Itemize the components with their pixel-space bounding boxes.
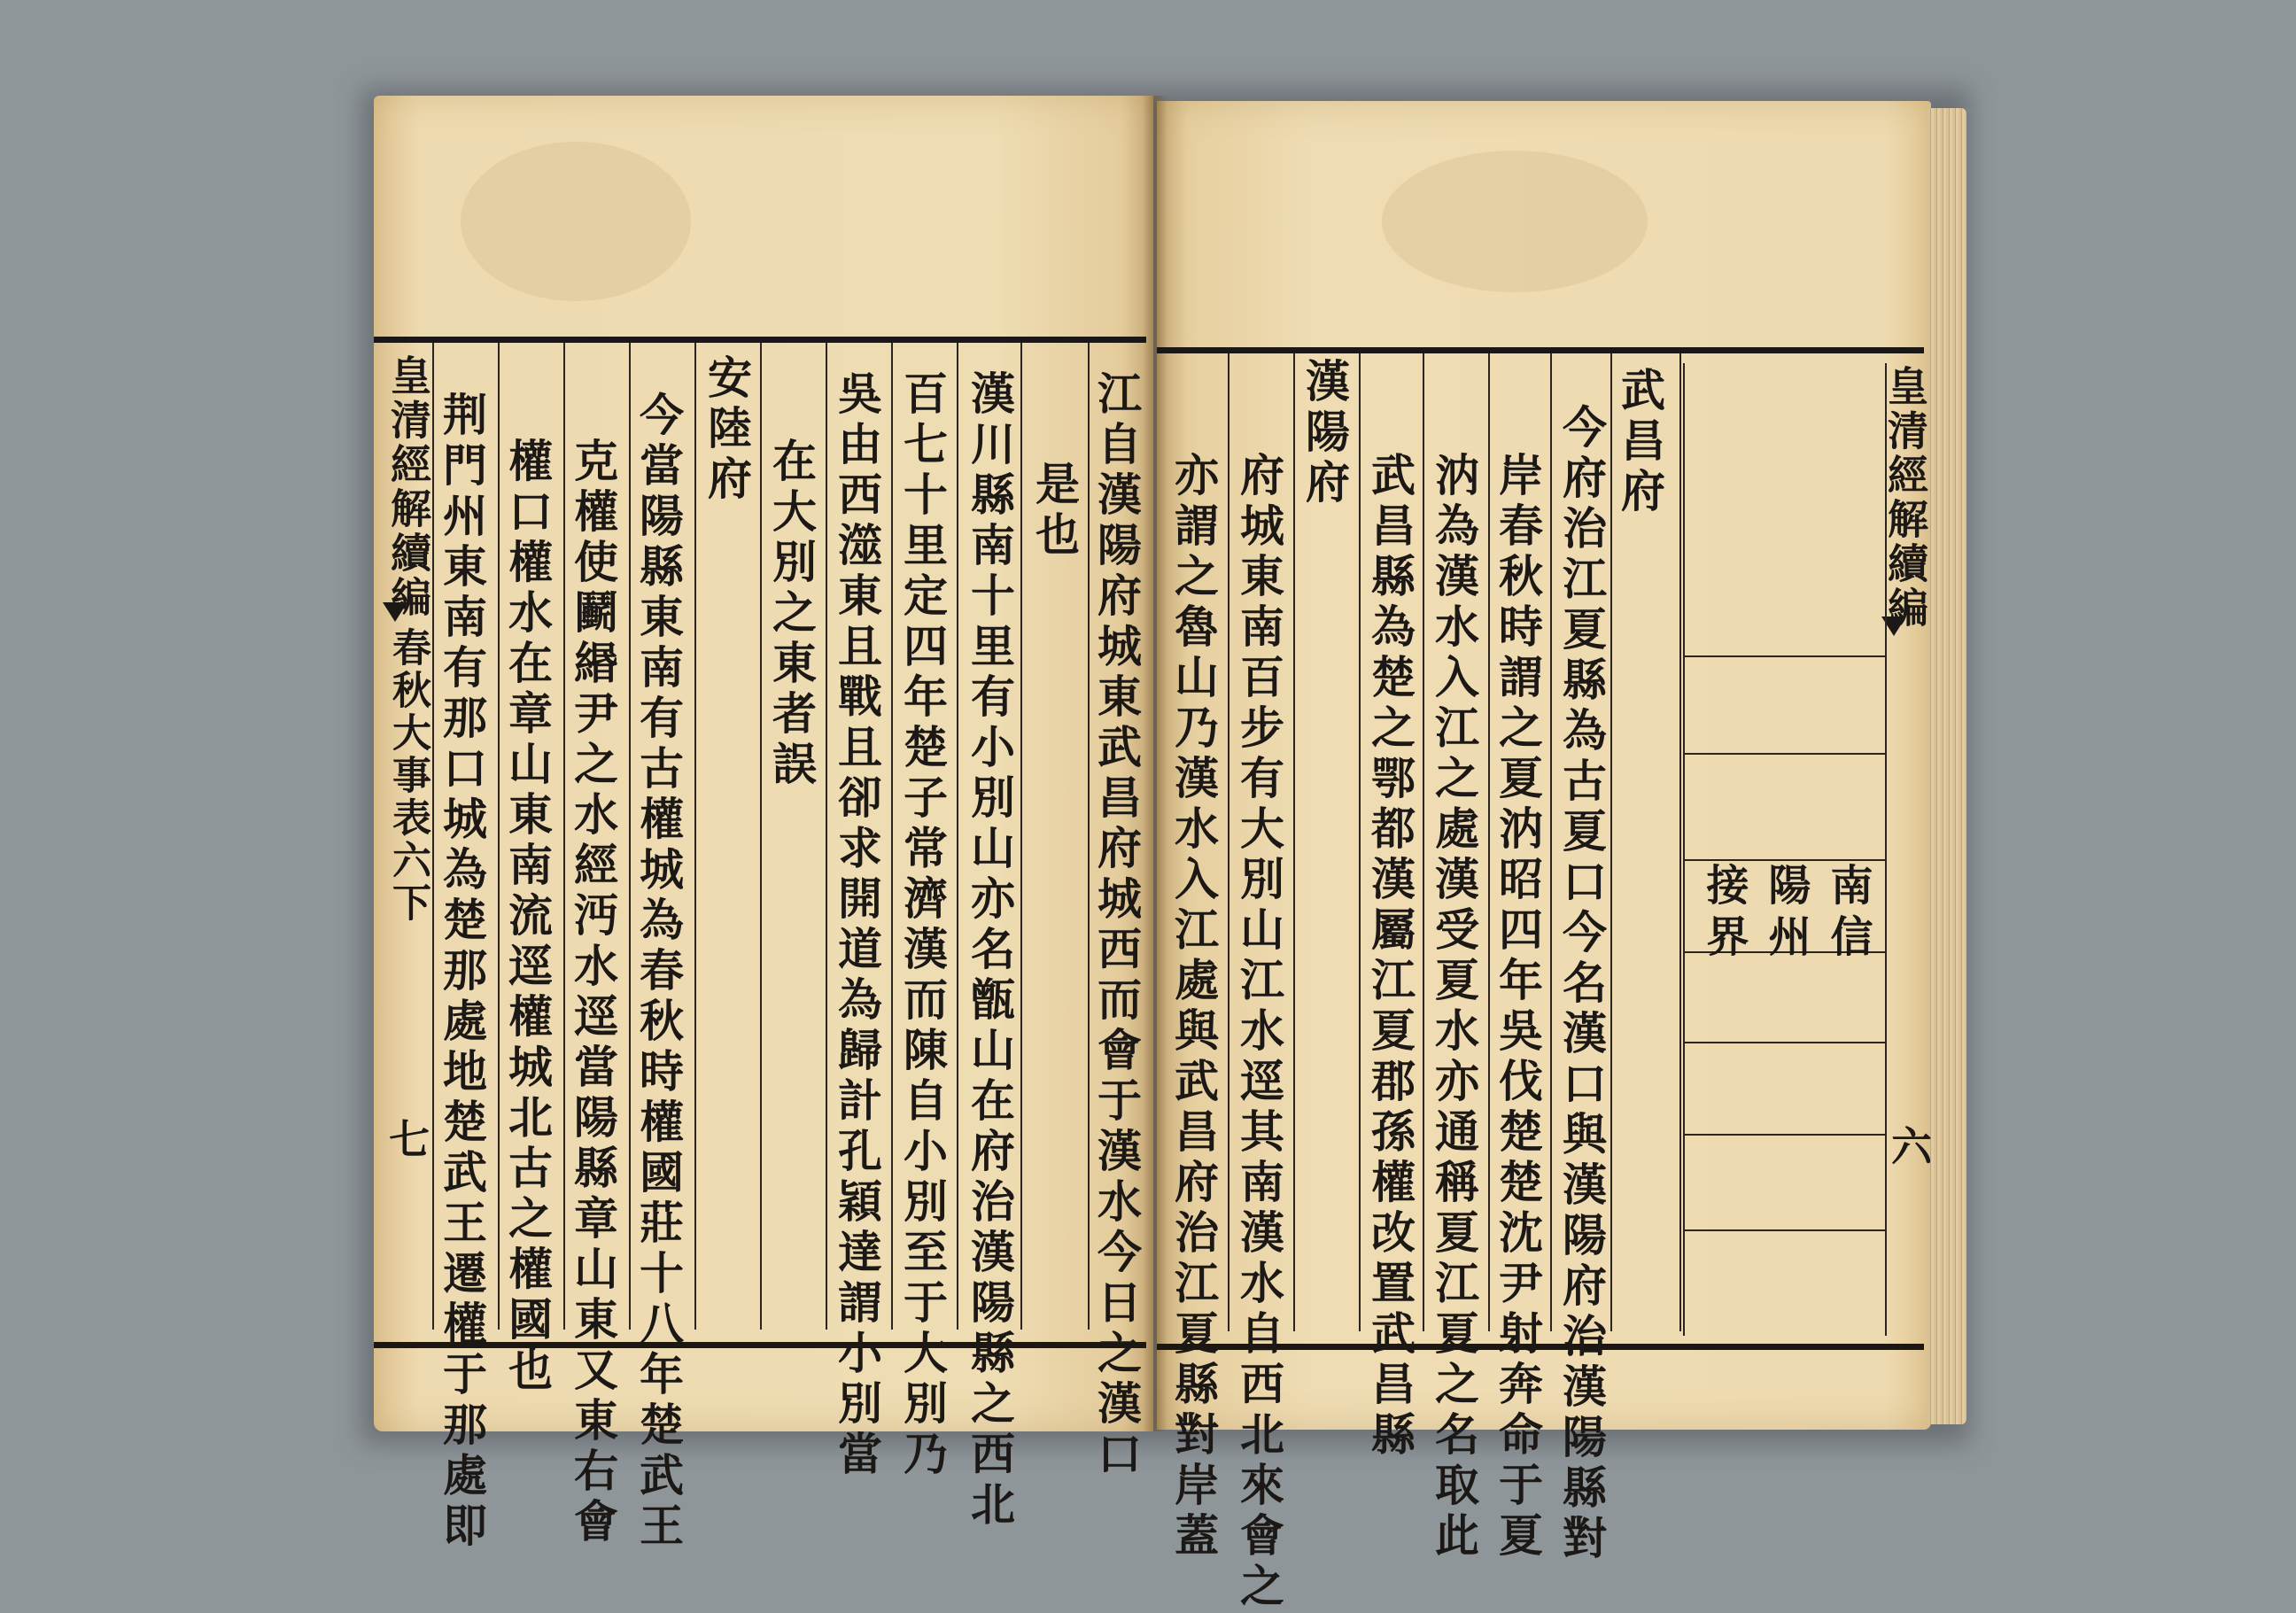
table-rule (1685, 1042, 1885, 1043)
paper-stain (461, 142, 691, 301)
text-column-6: 在大別之東者誤 (765, 438, 818, 791)
text-column-10: 權口權水在章山東南流逕權城北古之權國也 (501, 438, 554, 1397)
fish-tail-ornament (383, 602, 407, 622)
column-rule (957, 343, 958, 1330)
text-column-8: 今當陽縣東南有古權城為春秋時權國莊十八年楚武王 (632, 392, 685, 1553)
paper-stain (1382, 151, 1648, 292)
column-rule (1293, 353, 1295, 1331)
text-column-r3: 岸春秋時謂之夏汭昭四年吳伐楚楚沈尹射奔命于夏 (1492, 452, 1544, 1563)
text-column-3: 漢川縣南十里有小別山亦名甑山在府治漢陽縣之西北 (964, 370, 1016, 1532)
text-column-r1: 武昌府 (1614, 367, 1666, 518)
text-column-r7: 府城東南百步有大別山江水逕其南漢水自西北來會之 (1233, 452, 1285, 1613)
table-rule (1685, 859, 1885, 861)
column-rule (891, 343, 893, 1330)
right-margin-folio: 六 (1885, 1125, 1933, 1169)
column-rule (694, 343, 696, 1330)
text-column-r4: 汭為漢水入江之處漢受夏水亦通稱夏江夏之名取此 (1428, 452, 1480, 1563)
text-column-9: 克權使鬬緡尹之水經沔水逕當陽縣章山東又東右會 (567, 438, 619, 1548)
column-rule (1228, 353, 1229, 1331)
text-column-7: 安陸府 (701, 354, 753, 506)
column-rule (1679, 353, 1681, 1331)
text-column-r8: 亦謂之魯山乃漢水入江處與武昌府治江夏縣對岸蓋 (1167, 452, 1220, 1563)
left-margin-folio: 七 (383, 1118, 430, 1162)
text-column-r5: 武昌縣為楚之鄂都漢屬江夏郡孫權改置武昌縣 (1364, 452, 1416, 1462)
left-margin-book-title: 皇清經解續編 (384, 354, 432, 620)
table-header-yangzhou: 陽州 (1761, 863, 1811, 965)
text-column-4: 百七十里定四年楚子常濟漢而陳自小別至于大別乃 (896, 370, 949, 1481)
table-rule (1685, 655, 1885, 657)
column-rule (563, 343, 565, 1330)
table-rule (1685, 1229, 1885, 1231)
text-column-5: 吳由西澨東且戰且卻求開道為歸計孔穎達謂小別當 (831, 370, 883, 1481)
column-rule (1088, 343, 1090, 1330)
column-rule (1359, 353, 1361, 1331)
table-header-nanxin: 南信 (1823, 863, 1873, 965)
right-margin-book-title: 皇清經解續編 (1881, 365, 1929, 631)
table-rule (1685, 753, 1885, 755)
column-rule (498, 343, 500, 1330)
table-rule (1685, 1134, 1885, 1136)
column-rule (826, 343, 827, 1330)
column-rule (1488, 353, 1490, 1331)
text-column-r6: 漢陽府 (1299, 358, 1351, 509)
column-rule (432, 343, 434, 1330)
table-header-jiejie: 接界 (1699, 863, 1749, 965)
text-column-11: 荆門州東南有那口城為楚那處地楚武王遷權于那處即 (436, 392, 488, 1553)
column-rule (760, 343, 762, 1330)
column-rule (1020, 343, 1022, 1330)
page-edges (1928, 108, 1966, 1424)
text-column-2: 是也 (1028, 461, 1081, 562)
column-rule (1550, 353, 1552, 1331)
column-rule (1423, 353, 1424, 1331)
text-column-r2: 今府治江夏縣為古夏口今名漢口與漢陽府治漢陽縣對 (1555, 404, 1608, 1565)
text-column-1: 江自漢陽府城東武昌府城西而會于漢水今日之漢口 (1090, 370, 1143, 1481)
column-rule (629, 343, 631, 1330)
boundary-table (1683, 363, 1887, 1336)
left-margin-chapter: 春秋大事表六下 (385, 627, 430, 925)
column-rule (1610, 353, 1612, 1331)
